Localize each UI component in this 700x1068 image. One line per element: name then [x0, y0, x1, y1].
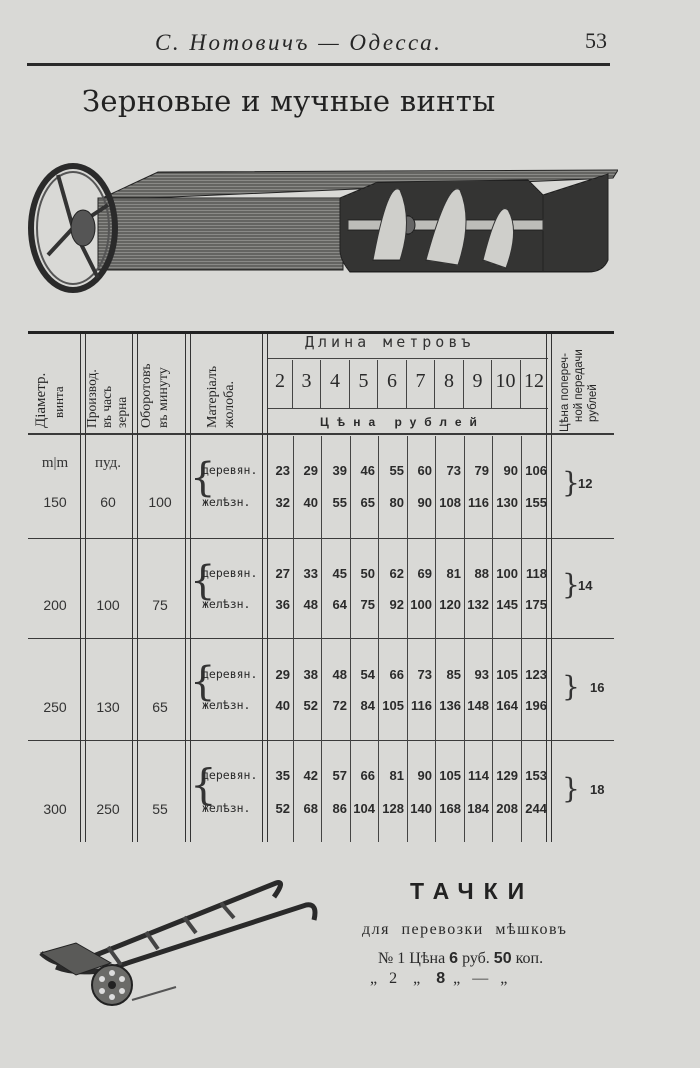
cart-number: № 1 [378, 950, 406, 967]
cell-capacity: 130 [96, 699, 120, 715]
header-line: въ часъ [99, 385, 114, 428]
ditto-mark: „ [413, 970, 421, 987]
price-cell: 208 [496, 801, 518, 816]
price-cell: 106 [525, 463, 547, 478]
price-cell: 54 [360, 667, 375, 682]
price-rub: 8 [436, 970, 446, 987]
unit-capacity: пуд. [95, 455, 121, 471]
price-cell: 104 [353, 801, 375, 816]
price-cell: 33 [303, 566, 318, 581]
price-cell: 90 [417, 768, 432, 783]
price-cell: 66 [360, 768, 375, 783]
ditto-mark: „ [370, 970, 378, 987]
price-cell: 75 [360, 597, 375, 612]
length-title-rule [268, 358, 548, 359]
price-cell: 48 [332, 667, 347, 682]
price-cell: 130 [496, 495, 518, 510]
price-label: Цѣна рублей [320, 415, 485, 429]
rub-unit: руб. [462, 950, 490, 967]
header-line: ной передачи [573, 349, 585, 422]
price-cell: 36 [275, 597, 290, 612]
price-cell: 32 [275, 495, 290, 510]
price-cell: 62 [389, 566, 404, 581]
table-header-rule [28, 433, 614, 435]
cart-price-line-1 [378, 950, 543, 968]
cell-rpm: 75 [152, 597, 168, 613]
unit-diameter: m|m [41, 455, 69, 471]
price-cell: 93 [474, 667, 489, 682]
price-cell: 38 [303, 667, 318, 682]
length-header: 8 [444, 370, 454, 392]
price-cell: 57 [332, 768, 347, 783]
price-cell: 23 [275, 463, 290, 478]
price-cell: 73 [446, 463, 461, 478]
price-cell: 42 [303, 768, 318, 783]
running-head: С. Нотовичъ — Одесса. [155, 30, 443, 55]
price-cell: 81 [446, 566, 461, 581]
price-cell: 129 [496, 768, 518, 783]
price-cell: 116 [411, 698, 432, 713]
price-label: Цѣна [409, 950, 446, 967]
cell-diameter: 150 [43, 494, 67, 510]
price-cell: 29 [303, 463, 318, 478]
cell-capacity: 60 [100, 494, 116, 510]
header-capacity [84, 369, 129, 428]
brace-icon: } [562, 670, 580, 703]
header-rule [27, 63, 610, 66]
price-cell: 140 [410, 801, 432, 816]
price-cell: 164 [496, 698, 518, 713]
length-header: 2 [275, 370, 285, 392]
carts-title: ТАЧКИ [410, 878, 535, 904]
cell-diameter: 300 [43, 801, 67, 817]
price-cell: 69 [417, 566, 432, 581]
price-cell: 68 [303, 801, 318, 816]
header-line: Матеріалъ [205, 365, 220, 428]
carts-subtitle: для перевозки мѣшковъ [362, 921, 568, 938]
price-cell: 52 [275, 801, 290, 816]
brace-icon: } [562, 466, 580, 499]
cart-number: 2 [389, 970, 398, 987]
material-wood: деревян. [202, 768, 258, 782]
price-cell: 66 [389, 667, 404, 682]
price-cell: 29 [275, 667, 290, 682]
length-number-rule [268, 408, 548, 409]
price-cell: 79 [474, 463, 489, 478]
header-line: жолоба. [222, 381, 237, 428]
material-wood: деревян. [202, 667, 258, 681]
price-cell: 128 [382, 801, 404, 816]
length-header: 12 [524, 370, 544, 392]
price-cell: 88 [474, 566, 489, 581]
price-cell: 155 [525, 495, 547, 510]
length-title: Длина метровъ [305, 333, 475, 351]
header-line: Цѣна попереч- [559, 353, 571, 432]
cell-diameter: 250 [43, 699, 67, 715]
cell-capacity: 250 [96, 801, 120, 817]
cell-capacity: 100 [96, 597, 120, 613]
page-title: Зерновые и мучные винты [82, 84, 496, 118]
cell-transmission: 14 [578, 578, 593, 593]
price-cell: 244 [525, 801, 547, 816]
grain-auger-illustration [28, 160, 618, 295]
cell-rpm: 65 [152, 699, 168, 715]
price-cell: 120 [439, 597, 461, 612]
brace-icon: { [190, 760, 217, 809]
price-cell: 116 [468, 495, 489, 510]
header-line: зерна [114, 396, 129, 428]
cell-rpm: 55 [152, 801, 168, 817]
price-cell: 196 [525, 698, 547, 713]
brace-icon: } [562, 568, 580, 601]
price-cell: 175 [525, 597, 547, 612]
header-material [204, 366, 238, 428]
price-cell: 184 [467, 801, 489, 816]
price-cell: 100 [410, 597, 432, 612]
material-iron: желѣзн. [202, 597, 251, 611]
header-rpm [138, 364, 172, 428]
brace-icon: { [190, 659, 216, 705]
header-line: винта [51, 386, 66, 418]
header-line: въ минуту [156, 367, 171, 428]
price-cell: 118 [526, 566, 547, 581]
ditto-mark: „ [500, 970, 508, 987]
price-cell: 55 [332, 495, 347, 510]
length-header: 6 [387, 370, 397, 392]
cell-rpm: 100 [148, 494, 172, 510]
price-cell: 86 [332, 801, 347, 816]
price-kop: 50 [493, 950, 512, 967]
price-cell: 55 [389, 463, 404, 478]
price-cell: 123 [525, 667, 547, 682]
price-cell: 46 [360, 463, 375, 478]
price-cell: 40 [275, 698, 290, 713]
length-header: 5 [358, 370, 369, 392]
price-cell: 145 [496, 597, 518, 612]
price-cell: 148 [467, 698, 489, 713]
price-cell: 84 [360, 698, 375, 713]
material-wood: деревян. [202, 566, 258, 580]
price-cell: 60 [417, 463, 432, 478]
brace-icon: } [562, 772, 580, 805]
material-iron: желѣзн. [202, 495, 251, 509]
price-cell: 92 [389, 597, 404, 612]
length-header: 9 [472, 370, 483, 392]
kop-unit: коп. [515, 950, 544, 967]
material-wood: деревян. [202, 463, 258, 477]
price-cell: 27 [275, 566, 290, 581]
column-divider [546, 334, 552, 842]
price-cell: 105 [439, 768, 461, 783]
length-header: 4 [330, 370, 340, 392]
price-cell: 72 [332, 698, 347, 713]
header-line: рублей [587, 384, 599, 422]
price-cell: 105 [496, 667, 518, 682]
cell-transmission: 18 [590, 782, 605, 797]
price-cell: 114 [468, 768, 489, 783]
price-cell: 48 [303, 597, 318, 612]
price-cell: 153 [525, 768, 547, 783]
price-cell: 100 [496, 566, 518, 581]
column-divider [262, 334, 268, 842]
cell-transmission: 12 [578, 476, 593, 491]
price-cell: 35 [275, 768, 290, 783]
header-transmission [558, 349, 600, 432]
price-rub: 6 [449, 950, 459, 967]
header-line: Производ. [84, 369, 99, 428]
price-cell: 50 [360, 566, 375, 581]
cell-transmission: 16 [590, 680, 605, 695]
page-number: 53 [585, 28, 607, 53]
material-iron: желѣзн. [202, 698, 251, 712]
price-cell: 168 [439, 801, 461, 816]
sack-cart-illustration [36, 875, 321, 1010]
length-header: 7 [415, 370, 426, 392]
price-cell: 52 [303, 698, 318, 713]
price-cell: 81 [389, 768, 404, 783]
price-cell: 132 [467, 597, 489, 612]
price-cell: 40 [303, 495, 318, 510]
price-cell: 108 [439, 495, 461, 510]
material-iron: желѣзн. [202, 801, 251, 815]
header-diameter [33, 373, 67, 428]
price-cell: 85 [446, 667, 461, 682]
price-cell: 105 [382, 698, 404, 713]
ditto-mark: „ [453, 970, 461, 987]
price-cell: 90 [417, 495, 432, 510]
price-cell: 64 [332, 597, 347, 612]
brace-icon: { [190, 455, 216, 501]
brace-icon: { [190, 558, 216, 604]
length-header: 10 [495, 370, 516, 392]
price-cell: 65 [360, 495, 375, 510]
price-cell: 73 [417, 667, 432, 682]
price-cell: 80 [389, 495, 404, 510]
price-cell: 39 [332, 463, 347, 478]
cell-diameter: 200 [43, 597, 67, 613]
dash: — [472, 970, 489, 987]
price-cell: 136 [439, 698, 461, 713]
length-header: 3 [301, 370, 312, 392]
header-line: Діаметр. [33, 372, 49, 428]
cart-price-line-2 [370, 970, 507, 988]
price-cell: 45 [332, 566, 347, 581]
price-cell: 90 [503, 463, 518, 478]
header-line: Оборотовъ [139, 363, 154, 428]
